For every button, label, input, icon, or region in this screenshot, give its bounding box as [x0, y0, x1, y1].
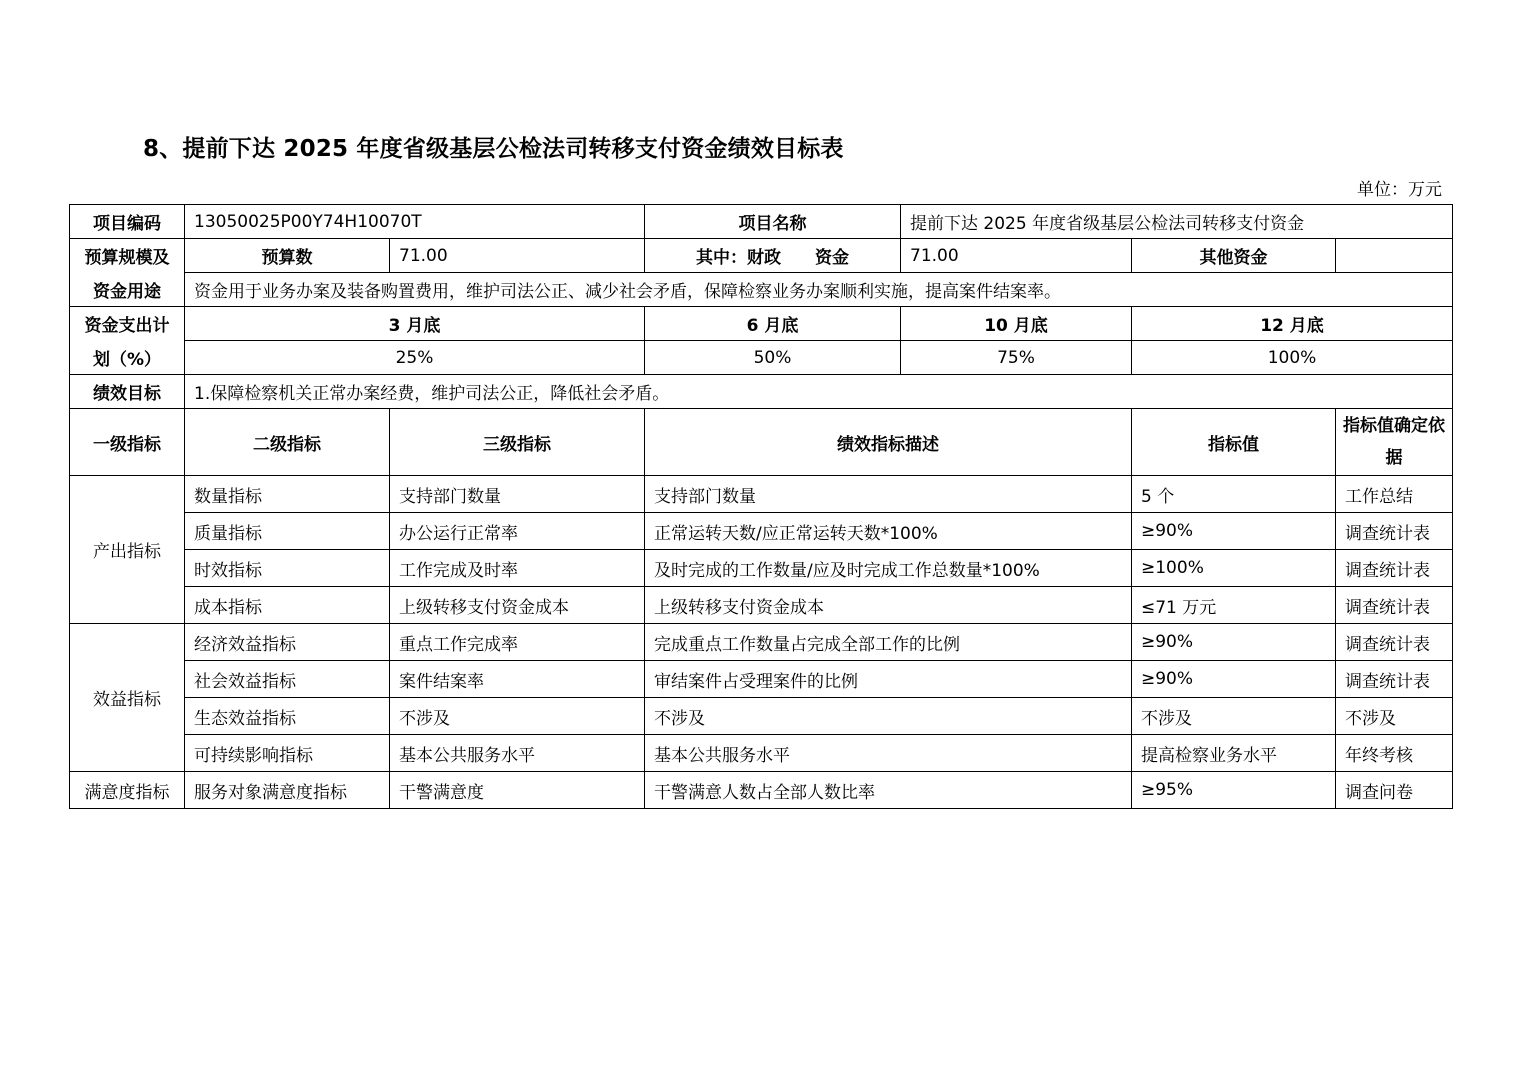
other-funds-label: 其他资金	[1132, 239, 1336, 273]
header-basis: 指标值确定依据	[1336, 409, 1453, 476]
value-cell: 不涉及	[1132, 698, 1336, 735]
level3-cell: 重点工作完成率	[390, 624, 645, 661]
level2-cell: 质量指标	[185, 513, 390, 550]
level2-cell: 数量指标	[185, 476, 390, 513]
level3-cell: 案件结案率	[390, 661, 645, 698]
value-cell: 提高检察业务水平	[1132, 735, 1336, 772]
project-name-label: 项目名称	[645, 205, 901, 239]
level2-cell: 服务对象满意度指标	[185, 772, 390, 809]
description-cell: 上级转移支付资金成本	[645, 587, 1132, 624]
plan-month: 6 月底	[645, 307, 901, 341]
level2-cell: 生态效益指标	[185, 698, 390, 735]
level3-cell: 办公运行正常率	[390, 513, 645, 550]
table-row	[70, 550, 1453, 587]
table-row	[70, 772, 1453, 809]
performance-target-table	[69, 204, 1453, 809]
budget-scale-label: 预算规模及	[70, 239, 185, 273]
performance-goal-text: 1.保障检察机关正常办案经费，维护司法公正，降低社会矛盾。	[185, 375, 1453, 409]
level3-cell: 干警满意度	[390, 772, 645, 809]
table-row	[70, 587, 1453, 624]
value-cell: ≥100%	[1132, 550, 1336, 587]
basis-cell: 年终考核	[1336, 735, 1453, 772]
plan-values-row	[70, 341, 1453, 375]
basis-cell: 不涉及	[1336, 698, 1453, 735]
finance-funds-label: 其中：财政 资金	[645, 239, 901, 273]
plan-month: 10 月底	[901, 307, 1132, 341]
value-cell: ≥90%	[1132, 513, 1336, 550]
level3-cell: 工作完成及时率	[390, 550, 645, 587]
fund-usage-text: 资金用于业务办案及装备购置费用，维护司法公正、减少社会矛盾，保障检察业务办案顺利实施，提高案件结案率。	[185, 273, 1453, 307]
table-row	[70, 513, 1453, 550]
unit-label: 单位：万元	[1357, 180, 1442, 200]
level2-cell: 时效指标	[185, 550, 390, 587]
level1-benefit: 效益指标	[70, 624, 185, 772]
other-funds-value	[1336, 239, 1453, 273]
description-cell: 支持部门数量	[645, 476, 1132, 513]
table-row	[70, 476, 1453, 513]
level2-cell: 社会效益指标	[185, 661, 390, 698]
level3-cell: 支持部门数量	[390, 476, 645, 513]
level1-output: 产出指标	[70, 476, 185, 624]
value-cell: 5 个	[1132, 476, 1336, 513]
plan-value: 50%	[645, 341, 901, 375]
description-cell: 及时完成的工作数量/应及时完成工作总数量*100%	[645, 550, 1132, 587]
basis-cell: 调查统计表	[1336, 661, 1453, 698]
table-row	[70, 624, 1453, 661]
table-row	[70, 698, 1453, 735]
plan-value: 100%	[1132, 341, 1453, 375]
budget-number-label: 预算数	[185, 239, 390, 273]
goal-row	[70, 375, 1453, 409]
plan-months-row	[70, 307, 1453, 341]
finance-funds-value: 71.00	[901, 239, 1132, 273]
basis-cell: 工作总结	[1336, 476, 1453, 513]
level3-cell: 基本公共服务水平	[390, 735, 645, 772]
plan-month: 3 月底	[185, 307, 645, 341]
performance-goal-label: 绩效目标	[70, 375, 185, 409]
level2-cell: 经济效益指标	[185, 624, 390, 661]
level1-satisfaction: 满意度指标	[70, 772, 185, 809]
plan-value: 75%	[901, 341, 1132, 375]
basis-cell: 调查问卷	[1336, 772, 1453, 809]
description-cell: 干警满意人数占全部人数比率	[645, 772, 1132, 809]
table-row	[70, 661, 1453, 698]
value-cell: ≥90%	[1132, 624, 1336, 661]
spending-plan-label: 资金支出计	[70, 307, 185, 341]
indicator-header-row	[70, 409, 1453, 476]
description-cell: 完成重点工作数量占完成全部工作的比例	[645, 624, 1132, 661]
level3-cell: 上级转移支付资金成本	[390, 587, 645, 624]
project-name-value: 提前下达 2025 年度省级基层公检法司转移支付资金	[901, 205, 1453, 239]
level3-cell: 不涉及	[390, 698, 645, 735]
fund-usage-label: 资金用途	[70, 273, 185, 307]
plan-value: 25%	[185, 341, 645, 375]
basis-cell: 调查统计表	[1336, 513, 1453, 550]
project-code-value: 13050025P00Y74H10070T	[185, 205, 645, 239]
header-description: 绩效指标描述	[645, 409, 1132, 476]
plan-month: 12 月底	[1132, 307, 1453, 341]
project-code-row	[70, 205, 1453, 239]
page-title: 8、提前下达 2025 年度省级基层公检法司转移支付资金绩效目标表	[143, 136, 844, 162]
header-level3: 三级指标	[390, 409, 645, 476]
usage-row	[70, 273, 1453, 307]
spending-plan-label-cont: 划（%）	[70, 341, 185, 375]
value-cell: ≤71 万元	[1132, 587, 1336, 624]
basis-cell: 调查统计表	[1336, 550, 1453, 587]
description-cell: 审结案件占受理案件的比例	[645, 661, 1132, 698]
budget-row	[70, 239, 1453, 273]
table-row	[70, 735, 1453, 772]
budget-number-value: 71.00	[390, 239, 645, 273]
description-cell: 基本公共服务水平	[645, 735, 1132, 772]
basis-cell: 调查统计表	[1336, 624, 1453, 661]
value-cell: ≥95%	[1132, 772, 1336, 809]
header-value: 指标值	[1132, 409, 1336, 476]
project-code-label: 项目编码	[70, 205, 185, 239]
level2-cell: 成本指标	[185, 587, 390, 624]
level2-cell: 可持续影响指标	[185, 735, 390, 772]
description-cell: 不涉及	[645, 698, 1132, 735]
basis-cell: 调查统计表	[1336, 587, 1453, 624]
header-level2: 二级指标	[185, 409, 390, 476]
header-level1: 一级指标	[70, 409, 185, 476]
description-cell: 正常运转天数/应正常运转天数*100%	[645, 513, 1132, 550]
value-cell: ≥90%	[1132, 661, 1336, 698]
